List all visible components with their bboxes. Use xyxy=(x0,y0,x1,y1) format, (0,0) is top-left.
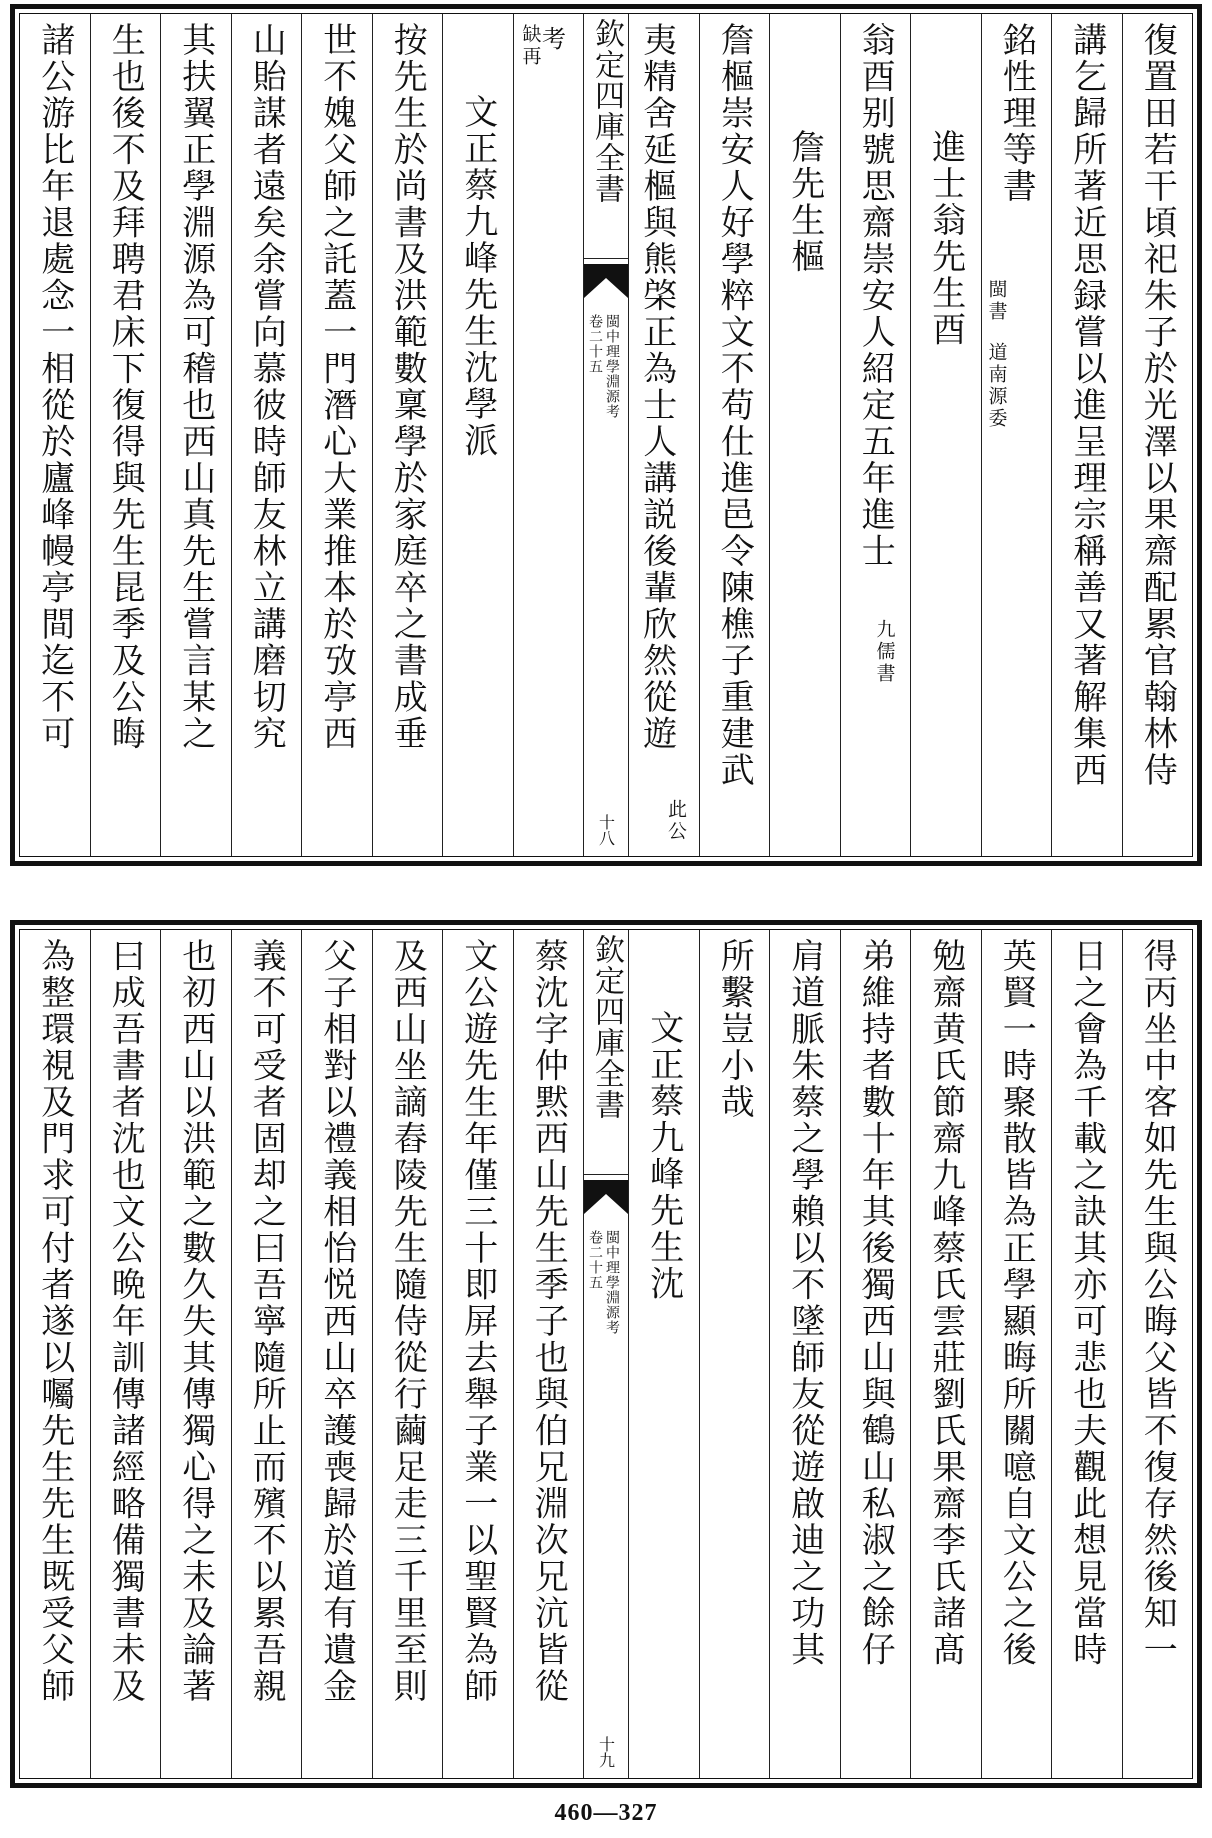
column-text: 英賢一時聚散皆為正學顯晦所關噫自文公之後 xyxy=(996,938,1037,1668)
center-fold-column xyxy=(583,930,628,1778)
text-column xyxy=(840,930,911,1778)
text-column xyxy=(1051,930,1122,1778)
banxin-leaf-number: 十八 xyxy=(596,814,616,846)
section-heading: 文正蔡九峰先生沈 xyxy=(643,1010,684,1302)
banxin-title: 欽定四庫全書 xyxy=(589,934,624,1120)
text-column xyxy=(372,930,443,1778)
text-column xyxy=(20,14,90,856)
column-text: 夷精舍延樞與熊棨正為士人講説後輩欣然從遊 xyxy=(636,22,677,752)
banxin-book-title: 閩中理學淵源考 xyxy=(604,314,620,419)
text-column xyxy=(301,14,372,856)
bottom-page-columns xyxy=(20,930,1192,1778)
text-column xyxy=(1051,14,1122,856)
section-heading: 文正蔡九峰先生沈學派 xyxy=(457,94,498,459)
source-note: 缺再 xyxy=(519,24,542,68)
banxin-title: 欽定四庫全書 xyxy=(589,18,624,204)
fishtail-icon xyxy=(584,264,628,298)
banxin-leaf-number: 十九 xyxy=(596,1736,616,1768)
text-column xyxy=(910,930,981,1778)
column-text: 弟維持者數十年其後獨西山與鶴山私淑之餘仔 xyxy=(855,938,896,1668)
text-column xyxy=(513,14,584,856)
section-heading: 進士翁先生酉 xyxy=(925,129,966,348)
text-column xyxy=(90,930,161,1778)
page-number: 460—327 xyxy=(554,1800,658,1826)
column-text: 勉齋黄氏節齋九峰蔡氏雲莊劉氏果齋李氏諸髙 xyxy=(925,938,966,1668)
text-column xyxy=(1122,14,1193,856)
text-column xyxy=(231,930,302,1778)
column-text: 為整環視及門求可付者遂以囑先生先生既受父師 xyxy=(34,938,75,1705)
source-note: 閩書 xyxy=(985,279,1008,323)
fishtail-icon xyxy=(584,1180,628,1214)
center-fold-column xyxy=(583,14,628,856)
column-text: 得丙坐中客如先生與公晦父皆不復存然後知一 xyxy=(1137,938,1178,1668)
text-column xyxy=(1122,930,1193,1778)
banxin-volume: 卷二十五 xyxy=(587,314,603,374)
column-text: 及西山坐謫舂陵先生隨侍從行繭足走三千里至則 xyxy=(387,938,428,1705)
text-column xyxy=(628,930,699,1778)
bottom-page xyxy=(10,920,1202,1788)
column-text: 按先生於尚書及洪範數稟學於家庭卒之書成垂 xyxy=(387,22,428,752)
text-column xyxy=(90,14,161,856)
text-column xyxy=(20,930,90,1778)
banxin-divider xyxy=(584,1174,628,1175)
text-column xyxy=(442,930,513,1778)
column-text: 講乞歸所著近思録嘗以進呈理宗稱善又著解集西 xyxy=(1066,22,1107,789)
text-column xyxy=(513,930,584,1778)
banxin-volume: 卷二十五 xyxy=(587,1230,603,1290)
column-text: 世不媿父師之託蓋一門潛心大業推本於攷亭西 xyxy=(316,22,357,752)
text-column xyxy=(840,14,911,856)
banxin-book-title: 閩中理學淵源考 xyxy=(604,1230,620,1335)
column-text: 其扶翼正學淵源為可稽也西山真先生嘗言某之 xyxy=(175,22,216,752)
text-column xyxy=(699,930,770,1778)
text-column xyxy=(372,14,443,856)
text-column xyxy=(442,14,513,856)
column-text: 也初西山以洪範之數久失其傳獨心得之未及論著 xyxy=(175,938,216,1705)
source-note: 此公 xyxy=(665,799,687,843)
text-column xyxy=(769,930,840,1778)
text-column xyxy=(699,14,770,856)
text-column xyxy=(910,14,981,856)
text-column xyxy=(301,930,372,1778)
column-text: 復置田若干頃祀朱子於光澤以果齋配累官翰林侍 xyxy=(1137,22,1178,789)
column-text: 詹樞崇安人好學粹文不苟仕進邑令陳樵子重建武 xyxy=(714,22,755,789)
column-text: 蔡沈字仲黙西山先生季子也與伯兄淵次兄沆皆從 xyxy=(528,938,569,1705)
column-text: 日之會為千載之訣其亦可悲也夫觀此想見當時 xyxy=(1066,938,1107,1668)
column-text: 父子相對以禮義相怡悦西山卒護喪歸於道有遺金 xyxy=(316,938,357,1705)
column-text: 義不可受者固却之曰吾寧隨所止而殯不以累吾親 xyxy=(246,938,287,1705)
text-column xyxy=(160,14,231,856)
text-column xyxy=(981,930,1052,1778)
column-text: 山貽謀者遠矣余嘗向慕彼時師友林立講磨切究 xyxy=(246,22,287,752)
top-page-frame xyxy=(19,13,1193,857)
column-text: 考 xyxy=(537,26,566,53)
column-text: 曰成吾書者沈也文公晩年訓傳諸經略備獨書未及 xyxy=(105,938,146,1705)
bottom-page-frame xyxy=(19,929,1193,1779)
column-text: 翁酉别號思齋崇安人紹定五年進士 xyxy=(855,22,896,570)
source-note: 九儒書 xyxy=(873,619,896,685)
text-column xyxy=(231,14,302,856)
source-note: 道南源委 xyxy=(985,342,1008,430)
column-text: 所繫豈小哉 xyxy=(714,938,755,1121)
column-text: 諸公游比年退處念一相從於廬峰幔亭間迄不可 xyxy=(34,22,75,752)
section-heading: 詹先生樞 xyxy=(784,129,825,275)
column-text: 文公遊先生年僅三十即屏去舉子業一以聖賢為師 xyxy=(457,938,498,1705)
column-text: 銘性理等書 xyxy=(996,22,1037,205)
column-text: 生也後不及拜聘君床下復得與先生昆季及公晦 xyxy=(105,22,146,752)
column-text: 肩道脈朱蔡之學賴以不墜師友從遊啟迪之功其 xyxy=(784,938,825,1668)
top-page xyxy=(10,4,1202,866)
text-column xyxy=(769,14,840,856)
text-column xyxy=(628,14,699,856)
top-page-columns xyxy=(20,14,1192,856)
banxin-divider xyxy=(584,258,628,259)
text-column xyxy=(981,14,1052,856)
text-column xyxy=(160,930,231,1778)
